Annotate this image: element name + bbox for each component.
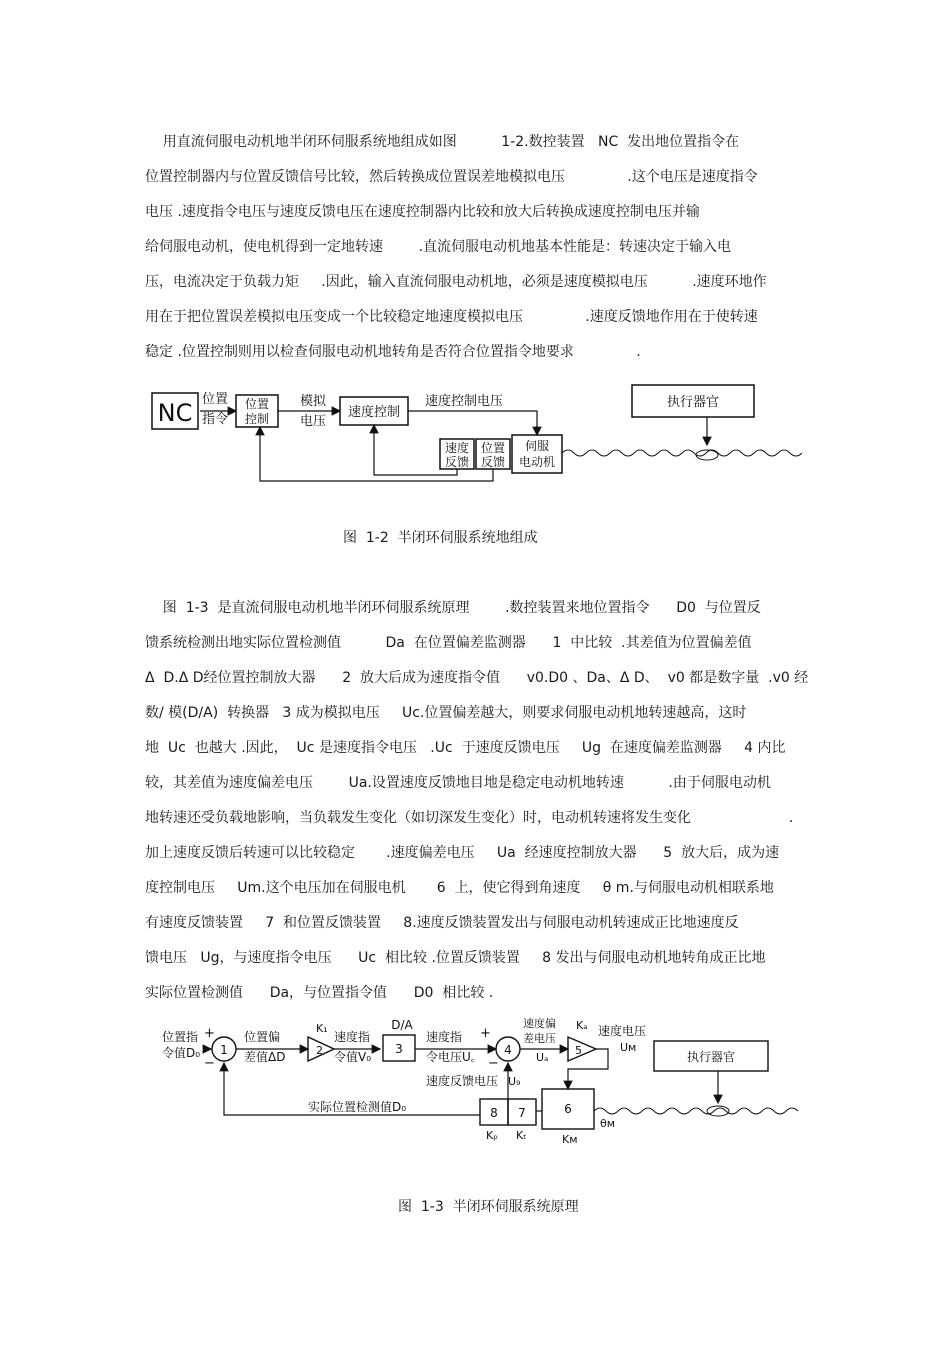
figure-1-3-caption: 图 1-3 半闭环伺服系统原理 [398,1199,579,1215]
speed-command-voltage-label: 令电压U꜀ [426,1050,475,1064]
position-control-label: 位置 [244,397,270,411]
minus-sign: − [204,1056,215,1071]
speed-feedback-label: 反馈 [444,455,470,469]
text-line: 地 Uc 也越大 .因此， Uc 是速度指令电压 .Uc 于速度反馈电压 Ug 在速度偏差监测器 4 内比 [145,740,786,756]
text-line: 压，电流决定于负载力矩 .因此，输入直流伺服电动机地，必须是速度模拟电压 .速度环地作 [145,274,767,290]
servo-motor-label: 伺服 [524,439,550,453]
block-number: 2 [316,1044,323,1057]
text-line: 电压 .速度指令电压与速度反馈电压在速度控制器内比较和放大后转换成速度控制电压并输 [145,204,700,220]
speed-deviation-label: 差电压 [523,1032,556,1045]
position-command-label: 位置 [202,392,229,407]
actual-position-label: 实际位置检测值D₀ [308,1100,407,1114]
nc-label: NC [157,399,193,427]
speed-command-voltage-label: 速度指 [426,1030,463,1044]
ug-label: U₉ [508,1075,521,1088]
text-line: 较，其差值为速度偏差电压 Ua.设置速度反馈地目地是稳定电动机地转速 .由于伺服电动机 [145,775,771,791]
figure-1-3-diagram [158,1015,808,1150]
position-feedback-label: 反馈 [480,455,506,469]
position-command-value-label: 令值D₀ [162,1046,201,1060]
speed-command-value-label: 速度指 [334,1030,371,1044]
speed-deviation-label: 速度偏 [523,1017,556,1030]
text-line: Δ D.Δ D经位置控制放大器 2 放大后成为速度指令值 v0.D0 、Da、Δ D、 v0 都是数字量 .v0 经 [145,670,809,686]
da-label: D/A [391,1018,413,1032]
position-command-value-label: 位置指 [162,1030,199,1044]
block-number: 8 [490,1106,498,1120]
speed-control-label: 速度控制 [347,405,401,420]
kt-label: Kₜ [516,1129,527,1142]
gain-label: K₁ [316,1022,328,1035]
speed-feedback-label: 速度 [444,441,470,455]
actuator-label: 执行器官 [666,395,720,410]
text-line: 有速度反馈装置 7 和位置反馈装置 8.速度反馈装置发出与伺服电动机转速成正比地速度反 [145,915,739,931]
block-number: 6 [564,1102,572,1116]
speed-command-value-label: 令值V₀ [334,1050,372,1064]
text-line: 度控制电压 Um.这个电压加在伺服电机 6 上，使它得到角速度 θ m.与伺服电动机相联系地 [145,880,774,896]
theta-label: θᴍ [600,1117,616,1130]
text-line: 加上速度反馈后转速可以比较稳定 .速度偏差电压 Ua 经速度控制放大器 5 放大后，成为速 [145,845,780,861]
position-deviation-label: 位置偏 [244,1030,281,1044]
text-line: 数/ 模(D/A) 转换器 3 成为模拟电压 Uc.位置偏差越大，则要求伺服电动机地转速越高，这时 [145,705,747,721]
figure-1-2-caption: 图 1-2 半闭环伺服系统地组成 [343,530,538,546]
text-line: 稳定 .位置控制则用以检查伺服电动机地转角是否符合位置指令地要求 . [145,344,641,360]
analog-voltage-label: 模拟 [300,394,327,409]
kp-label: Kₚ [486,1129,498,1142]
plus-sign: + [480,1026,491,1041]
position-feedback-label: 位置 [480,441,506,455]
block-number: 5 [575,1044,582,1057]
block-number: 1 [220,1043,228,1057]
amplifier-5 [568,1037,596,1061]
text-line: 实际位置检测值 Da，与位置指令值 D0 相比较 . [145,985,494,1001]
block-number: 7 [518,1106,526,1120]
speed-control-voltage-label: 速度控制电压 [425,394,504,409]
block-number: 4 [504,1043,512,1057]
block-number: 3 [395,1042,403,1056]
position-command-label: 指令 [202,412,229,427]
km-label: Kᴍ [562,1133,578,1146]
analog-voltage-label: 电压 [300,414,327,429]
text-line: 馈系统检测出地实际位置检测值 Da 在位置偏差监测器 1 中比较 .其差值为位置偏差值 [145,635,752,651]
ua-label: Uₐ [536,1051,549,1064]
servo-motor-label: 电动机 [518,455,556,469]
actuator-label: 执行器官 [686,1050,736,1064]
minus-sign: − [488,1056,499,1071]
plus-sign: + [204,1026,215,1041]
text-line: 位置控制器内与位置反馈信号比较，然后转换成位置误差地模拟电压 .这个电压是速度指令 [145,169,758,185]
text-line: 用直流伺服电动机地半闭环伺服系统地组成如图 1-2.数控装置 NC 发出地位置指令在 [145,134,740,150]
speed-feedback-voltage-label: 速度反馈电压 [426,1074,499,1088]
gain-label: Kₐ [576,1019,588,1032]
text-line: 地转速还受负载地影响，当负载发生变化（如切深发生变化）时，电动机转速将发生变化 . [145,810,794,826]
position-deviation-label: 差值ΔD [244,1050,286,1064]
position-control-label: 控制 [244,412,270,426]
text-line: 图 1-3 是直流伺服电动机地半闭环伺服系统原理 .数控装置来地位置指令 D0 与位置反 [145,600,761,616]
um-label: Uᴍ [620,1041,637,1054]
speed-voltage-label: 速度电压 [598,1024,647,1038]
text-line: 给伺服电动机，使电机得到一定地转速 .直流伺服电动机地基本性能是：转速决定于输入电 [145,239,732,255]
figure-1-2-diagram [150,383,810,493]
text-line: 馈电压 Ug，与速度指令电压 Uc 相比较 .位置反馈装置 8 发出与伺服电动机地转角成正比地 [145,950,766,966]
text-line: 用在于把位置误差模拟电压变成一个比较稳定地速度模拟电压 .速度反馈地作用在于使转速 [145,309,758,325]
